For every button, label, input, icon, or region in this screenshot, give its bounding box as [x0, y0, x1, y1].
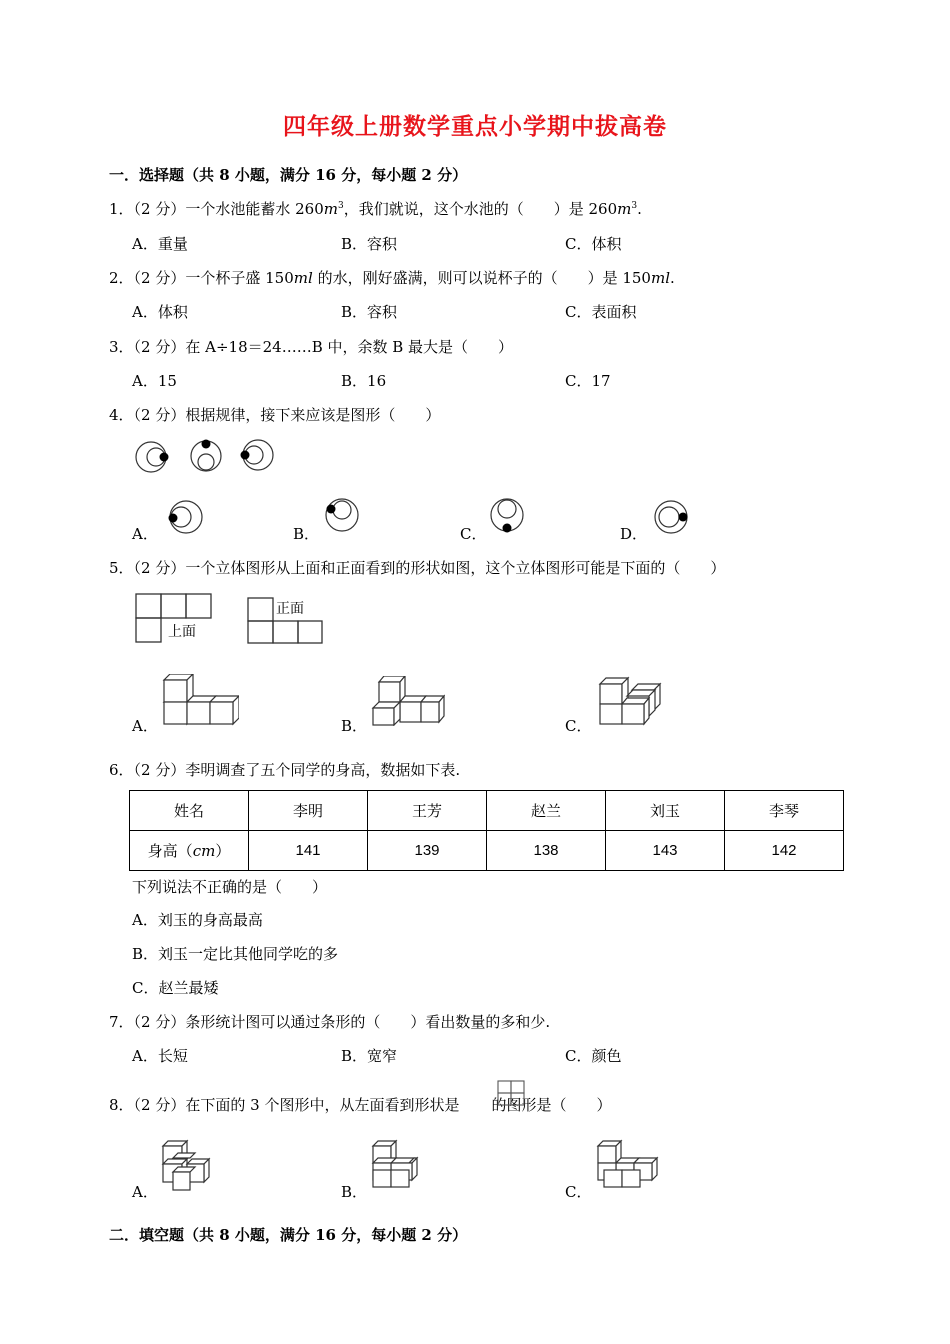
option-d[interactable]: D． [620, 525, 648, 543]
top-view-label: 上面 [168, 624, 196, 640]
option-c-cubes[interactable] [595, 676, 665, 728]
option-a[interactable]: A．15 [132, 372, 177, 390]
option-b[interactable]: B．16 [341, 372, 387, 390]
option-d-figure[interactable] [652, 499, 692, 535]
exponent: 3 [631, 201, 638, 211]
option-c[interactable]: C．17 [565, 372, 611, 390]
option-b[interactable]: B．容积 [341, 235, 398, 253]
circle-pattern-sequence [134, 436, 279, 476]
table-cell: 142 [725, 831, 844, 871]
table-cell: 王芳 [368, 791, 487, 831]
question-6-follow: 下列说法不正确的是（ ） [132, 878, 328, 896]
unit: m [323, 200, 338, 218]
question-5: 5．（2 分）一个立体图形从上面和正面看到的形状如图，这个立体图形可能是下面的（ ） [109, 559, 726, 577]
exponent: 3 [338, 201, 344, 211]
option-c[interactable]: C． [460, 525, 487, 543]
table-cell: 赵兰 [487, 791, 606, 831]
section-heading-choice: 一．选择题（共 8 小题，满分 16 分，每小题 2 分） [109, 166, 468, 184]
option-a-cubes[interactable] [160, 1138, 212, 1194]
option-c-figure[interactable] [487, 496, 527, 536]
option-b[interactable]: B．刘玉一定比其他同学吃的多 [132, 945, 339, 963]
unit: m [617, 200, 632, 218]
table-header-row [130, 791, 844, 831]
option-c[interactable]: C．赵兰最矮 [132, 979, 219, 997]
option-b-figure[interactable] [322, 496, 362, 534]
section-heading-fill: 二．填空题（共 8 小题，满分 16 分，每小题 2 分） [109, 1226, 468, 1244]
table-cell: 姓名 [130, 791, 249, 831]
table-cell: 李琴 [725, 791, 844, 831]
question-4: 4．（2 分）根据规律，接下来应该是图形（ ） [109, 406, 441, 424]
option-a-cubes[interactable] [159, 674, 239, 728]
option-b[interactable]: B．容积 [341, 303, 398, 321]
option-a[interactable]: A．长短 [132, 1047, 188, 1065]
page-title: 四年级上册数学重点小学期中拔高卷 [283, 113, 667, 140]
question-2: 2．（2 分）一个杯子盛 150ml 的水，刚好盛满，则可以说杯子的（ ）是 150ml. [109, 269, 675, 287]
option-a[interactable]: A． [132, 525, 158, 543]
option-b-cubes[interactable] [369, 1138, 423, 1194]
table-row [130, 831, 844, 871]
q-number: 1． [109, 200, 134, 218]
table-cell: 143 [606, 831, 725, 871]
option-b[interactable]: B．宽窄 [341, 1047, 398, 1065]
unit: ml [650, 269, 670, 287]
option-a[interactable]: A． [132, 717, 158, 735]
table-cell: 139 [368, 831, 487, 871]
option-c[interactable]: C．表面积 [565, 303, 637, 321]
option-c[interactable]: C． [565, 717, 592, 735]
option-b[interactable]: B． [341, 717, 368, 735]
option-c[interactable]: C．体积 [565, 235, 622, 253]
left-view-icon [497, 1080, 527, 1108]
question-6: 6．（2 分）李明调查了五个同学的身高，数据如下表. [109, 761, 461, 779]
table-cell: 138 [487, 831, 606, 871]
question-8: 8．（2 分）在下面的 3 个图形中，从左面看到形状是 的图形是（ ） [109, 1096, 612, 1114]
option-a[interactable]: A． [132, 1183, 158, 1201]
option-a[interactable]: A．体积 [132, 303, 188, 321]
option-c[interactable]: C．颜色 [565, 1047, 622, 1065]
option-c[interactable]: C． [565, 1183, 592, 1201]
option-a[interactable]: A．重量 [132, 235, 188, 253]
question-3: 3．（2 分）在 A÷18＝24……B 中，余数 B 最大是（ ） [109, 338, 514, 356]
option-b-cubes[interactable] [369, 676, 445, 726]
question-1: 1．（2 分）一个水池能蓄水 $260m^3$，我们就说，这个水池的（ ）是 $260m^3$. [109, 200, 642, 218]
option-b[interactable]: B． [341, 1183, 368, 1201]
table-cell: 141 [249, 831, 368, 871]
table-row-label: 身高（cm） [130, 831, 249, 871]
table-cell: 刘玉 [606, 791, 725, 831]
table-cell: 李明 [249, 791, 368, 831]
height-table [129, 790, 844, 871]
q-text: （2 分）一个水池能蓄水 260 [133, 200, 324, 218]
option-b[interactable]: B． [293, 525, 320, 543]
option-a[interactable]: A．刘玉的身高最高 [132, 911, 263, 929]
front-view-label: 正面 [276, 601, 304, 617]
unit: ml [293, 269, 313, 287]
q-text: ，我们就说，这个水池的（ ）是 260 [343, 200, 618, 218]
option-a-figure[interactable] [164, 500, 208, 536]
question-7: 7．（2 分）条形统计图可以通过条形的（ ）看出数量的多和少. [109, 1013, 551, 1031]
option-c-cubes[interactable] [594, 1138, 664, 1194]
